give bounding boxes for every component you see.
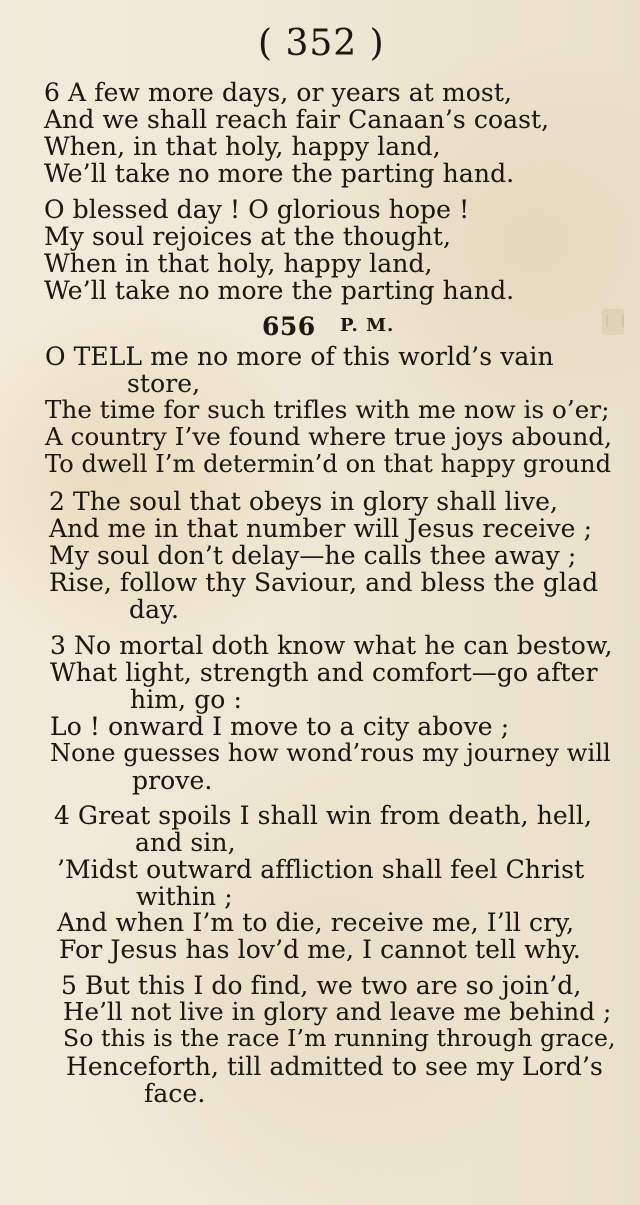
stanza-6-line-3: When, in that holy, happy land, xyxy=(44,132,441,161)
stanza-3-line-4: Lo ! onward I move to a city above ; xyxy=(50,712,510,741)
stanza-6-line-4: We’ll take no more the parting hand. xyxy=(44,159,515,188)
stanza-3-line-2: What light, strength and comfort—go after xyxy=(50,658,598,687)
stanza-4-line-3: ’Midst outward affliction shall feel Christ xyxy=(57,855,585,884)
stanza-2-line-3: My soul don’t delay—he calls thee away ; xyxy=(49,541,577,570)
stanza-6-line-2: And we shall reach fair Canaan’s coast, xyxy=(44,105,550,134)
stanza-2-line-1: 2 The soul that obeys in glory shall live, xyxy=(49,487,559,516)
stanza-5-line-5: face. xyxy=(144,1079,206,1108)
stanza-3-line-6: prove. xyxy=(132,766,213,795)
stanza-3-line-5: None guesses how wond’rous my journey will xyxy=(50,739,611,767)
stanza-5-line-3: So this is the race I’m running through grace, xyxy=(63,1024,616,1052)
stanza-2-line-5: day. xyxy=(129,595,180,624)
stanza-1-line-2: store, xyxy=(127,369,201,398)
chorus-line-2: My soul rejoices at the thought, xyxy=(44,222,452,251)
stanza-4-line-5: And when I’m to die, receive me, I’ll cry, xyxy=(57,908,575,937)
chorus-line-4: We’ll take no more the parting hand. xyxy=(44,276,515,305)
stanza-1-line-3: The time for such trifles with me now is o’er; xyxy=(45,395,610,424)
stanza-4-line-4: within ; xyxy=(136,882,233,911)
stanza-1-line-5: To dwell I’m determin’d on that happy ground xyxy=(45,450,612,478)
stanza-1-line-1: O TELL me no more of this world’s vain xyxy=(45,342,554,371)
stanza-6-line-1: 6 A few more days, or years at most, xyxy=(44,78,513,107)
stanza-4-line-2: and sin, xyxy=(135,828,236,857)
page-number: ( 352 ) xyxy=(258,23,385,64)
stanza-3-line-1: 3 No mortal doth know what he can bestow, xyxy=(50,631,613,660)
stanza-5-line-2: He’ll not live in glory and leave me behind ; xyxy=(63,997,612,1026)
chorus-line-3: When in that holy, happy land, xyxy=(44,249,433,278)
chorus-line-1: O blessed day ! O glorious hope ! xyxy=(44,195,470,224)
stanza-4-line-1: 4 Great spoils I shall win from death, hell, xyxy=(54,801,593,830)
stanza-3-line-3: him, go : xyxy=(130,685,243,714)
hymn-meter: P. M. xyxy=(340,315,395,336)
stanza-2-line-4: Rise, follow thy Saviour, and bless the glad xyxy=(49,568,599,597)
stanza-2-line-2: And me in that number will Jesus receive ; xyxy=(49,514,593,543)
stanza-5-line-4: Henceforth, till admitted to see my Lord’s xyxy=(66,1052,603,1081)
stanza-1-line-4: A country I’ve found where true joys abound, xyxy=(45,422,613,451)
faint-margin-mark xyxy=(602,309,624,335)
stanza-5-line-1: 5 But this I do find, we two are so join’d, xyxy=(61,971,582,1000)
hymn-number: 656 xyxy=(262,312,316,341)
stanza-4-line-6: For Jesus has lov’d me, I cannot tell why. xyxy=(59,935,581,964)
